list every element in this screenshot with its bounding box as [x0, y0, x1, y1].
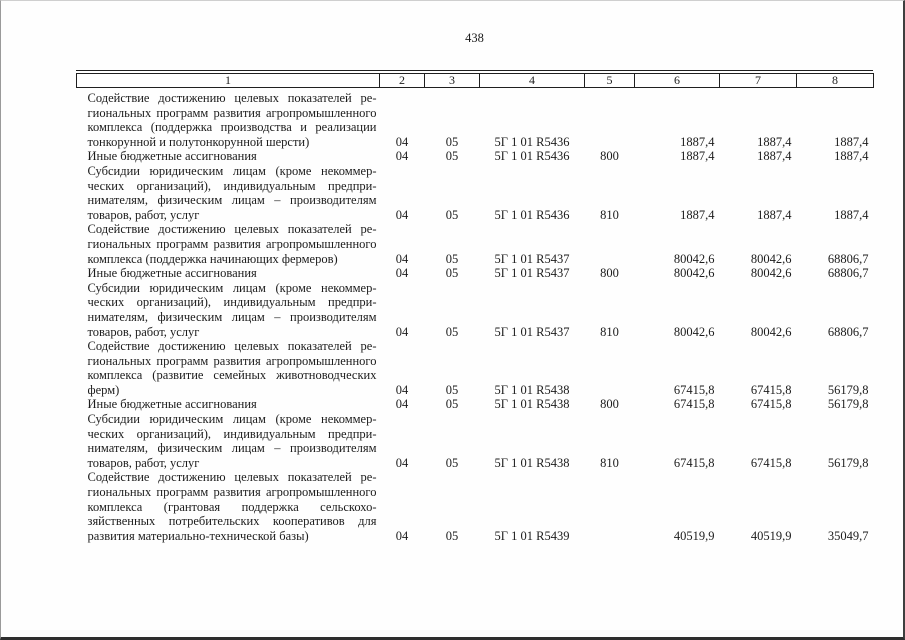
target-article-code: 5Г 1 01 R5436 [494, 134, 570, 149]
column-header: 1 [77, 74, 380, 88]
target-article-code: 5Г 1 01 R5438 [494, 382, 570, 397]
subsection-code: 05 [445, 455, 459, 470]
column-header: 5 [585, 74, 635, 88]
amount-col-6: 67415,8 [673, 455, 715, 470]
amount-col-8: 56179,8 [827, 382, 869, 397]
table-top-rule [76, 70, 873, 71]
section-code: 04 [395, 149, 409, 164]
column-header: 8 [797, 74, 874, 88]
section-code: 04 [395, 528, 409, 543]
target-article-code: 5Г 1 01 R5439 [494, 528, 570, 543]
expense-type-code: 810 [600, 324, 619, 339]
column-header: 7 [720, 74, 797, 88]
row-label: Иные бюджетные ассигнования [87, 266, 257, 281]
section-code: 04 [395, 251, 409, 266]
target-article-code: 5Г 1 01 R5437 [494, 324, 570, 339]
amount-col-8: 68806,7 [827, 251, 869, 266]
table-body [77, 88, 874, 544]
expense-type-code: 800 [600, 266, 619, 281]
column-number-row [77, 74, 874, 88]
amount-col-8: 1887,4 [834, 134, 869, 149]
expense-type-code [585, 470, 635, 543]
expense-type-code [585, 222, 635, 266]
row-label: Иные бюджетные ассигнования [87, 149, 257, 164]
table-row [77, 149, 874, 164]
section-code: 04 [395, 397, 409, 412]
amount-col-7: 67415,8 [750, 455, 792, 470]
amount-col-7: 67415,8 [750, 397, 792, 412]
section-code: 04 [395, 134, 409, 149]
expense-type-code: 800 [600, 397, 619, 412]
section-code: 04 [395, 455, 409, 470]
table-row [77, 339, 874, 397]
amount-col-6: 80042,6 [673, 324, 715, 339]
table-row [77, 88, 874, 150]
subsection-code: 05 [445, 251, 459, 266]
amount-col-8: 35049,7 [827, 528, 869, 543]
target-article-code: 5Г 1 01 R5438 [494, 455, 570, 470]
target-article-code: 5Г 1 01 R5436 [494, 207, 570, 222]
amount-col-8: 68806,7 [827, 266, 869, 281]
amount-col-7: 1887,4 [757, 134, 792, 149]
row-label: Субсидии юридическим лицам (кроме некоммерческих организаций), индивидуальным предпринимателям, физическим лицам – производителям товаров, работ, услуг [87, 280, 377, 339]
table-row [77, 397, 874, 412]
column-header: 3 [425, 74, 480, 88]
section-code: 04 [395, 382, 409, 397]
target-article-code: 5Г 1 01 R5437 [494, 251, 570, 266]
amount-col-7: 67415,8 [750, 382, 792, 397]
expense-type-code [585, 339, 635, 397]
row-label: Содействие достижению целевых показателей региональных программ развития агропромышленного комплекса (грантовая поддержка сельскохозяйственных потребительских кооперативов для развития материально-технической базы) [87, 470, 377, 543]
subsection-code: 05 [445, 397, 459, 412]
subsection-code: 05 [445, 528, 459, 543]
amount-col-7: 80042,6 [750, 251, 792, 266]
section-code: 04 [395, 207, 409, 222]
subsection-code: 05 [445, 266, 459, 281]
amount-col-6: 80042,6 [673, 266, 715, 281]
amount-col-6: 67415,8 [673, 397, 715, 412]
table-row [77, 222, 874, 266]
target-article-code: 5Г 1 01 R5437 [494, 266, 570, 281]
subsection-code: 05 [445, 207, 459, 222]
section-code: 04 [395, 266, 409, 281]
budget-table [76, 73, 874, 543]
page-number: 438 [465, 31, 484, 45]
row-label: Содействие достижению целевых показателей региональных программ развития агропромышленного комплекса (развитие семейных животноводческих ферм) [87, 339, 377, 397]
table-row [77, 281, 874, 339]
amount-col-7: 80042,6 [750, 324, 792, 339]
row-label: Субсидии юридическим лицам (кроме некоммерческих организаций), индивидуальным предпринимателям, физическим лицам – производителям товаров, работ, услуг [87, 163, 377, 222]
amount-col-6: 1887,4 [680, 134, 715, 149]
table-row [77, 164, 874, 222]
expense-type-code [585, 88, 635, 150]
amount-col-6: 67415,8 [673, 382, 715, 397]
table-row [77, 266, 874, 281]
column-header: 4 [480, 74, 585, 88]
amount-col-6: 1887,4 [680, 207, 715, 222]
subsection-code: 05 [445, 382, 459, 397]
column-header: 2 [380, 74, 425, 88]
expense-type-code: 800 [600, 149, 619, 164]
amount-col-8: 56179,8 [827, 455, 869, 470]
amount-col-7: 40519,9 [750, 528, 792, 543]
table-row [77, 470, 874, 543]
subsection-code: 05 [445, 134, 459, 149]
target-article-code: 5Г 1 01 R5438 [494, 397, 570, 412]
amount-col-7: 80042,6 [750, 266, 792, 281]
expense-type-code: 810 [600, 207, 619, 222]
amount-col-8: 68806,7 [827, 324, 869, 339]
subsection-code: 05 [445, 324, 459, 339]
amount-col-6: 1887,4 [680, 149, 715, 164]
row-label: Субсидии юридическим лицам (кроме некоммерческих организаций), индивидуальным предпринимателям, физическим лицам – производителям товаров, работ, услуг [87, 412, 377, 470]
amount-col-8: 1887,4 [834, 207, 869, 222]
amount-col-8: 1887,4 [834, 149, 869, 164]
row-label: Иные бюджетные ассигнования [87, 397, 257, 412]
table-header [77, 74, 874, 88]
row-label: Содействие достижению целевых показателей региональных программ развития агропромышленного комплекса (поддержка производства и реализации тонкорунной и полутонкорунной шерсти) [87, 91, 377, 149]
table-row [77, 412, 874, 470]
column-header: 6 [635, 74, 720, 88]
amount-col-7: 1887,4 [757, 149, 792, 164]
section-code: 04 [395, 324, 409, 339]
row-label: Содействие достижению целевых показателей региональных программ развития агропромышленного комплекса (поддержка начинающих фермеров) [87, 222, 377, 266]
amount-col-6: 80042,6 [673, 251, 715, 266]
target-article-code: 5Г 1 01 R5436 [494, 149, 570, 164]
amount-col-6: 40519,9 [673, 528, 715, 543]
amount-col-8: 56179,8 [827, 397, 869, 412]
expense-type-code: 810 [600, 455, 619, 470]
subsection-code: 05 [445, 149, 459, 164]
amount-col-7: 1887,4 [757, 207, 792, 222]
